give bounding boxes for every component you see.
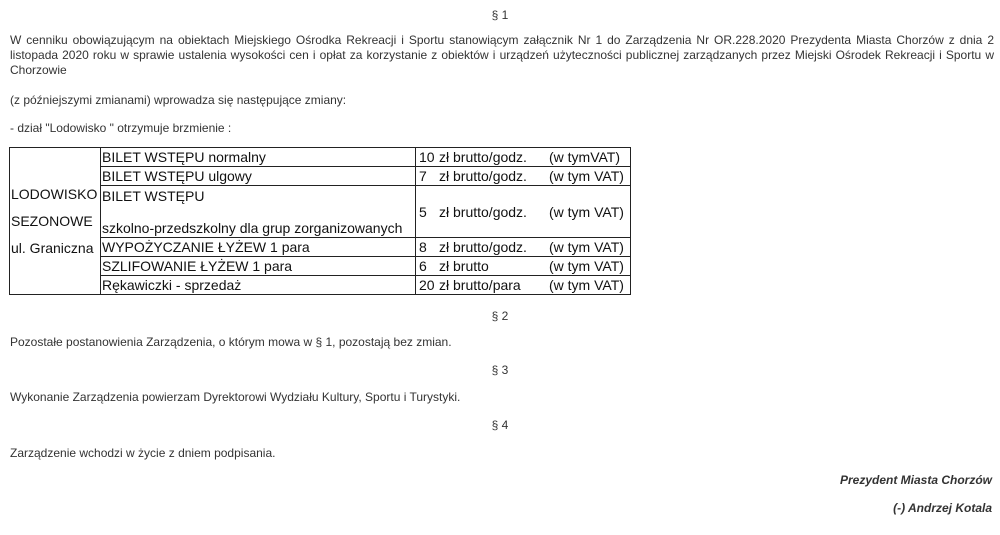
price-cell [416, 238, 631, 257]
price-cell [416, 186, 631, 238]
price-value: 5 [419, 203, 427, 220]
price-vat: (w tym VAT) [549, 258, 624, 274]
place-line-3: ul. Graniczna [11, 239, 94, 256]
item-cell: Rękawiczki - sprzedaż [101, 276, 416, 295]
item-cell: BILET WSTĘPU normalny [101, 148, 416, 167]
price-vat: (w tym VAT) [549, 168, 624, 184]
price-value: 6 [419, 258, 427, 274]
item-cell: SZLIFOWANIE ŁYŻEW 1 para [101, 257, 416, 276]
section-2-paragraph: Pozostałe postanowienia Zarządzenia, o którym mowa w § 1, pozostają bez zmian. [10, 335, 452, 349]
item-cell [101, 186, 416, 238]
price-value: 20 [419, 277, 435, 293]
price-unit: zł brutto [439, 258, 489, 274]
department-paragraph: - dział "Lodowisko " otrzymuje brzmienie : [10, 121, 232, 135]
price-unit: zł brutto/godz. [439, 149, 527, 165]
table-row [10, 257, 631, 276]
price-cell [416, 148, 631, 167]
price-vat: (w tym VAT) [549, 239, 624, 255]
price-unit: zł brutto/godz. [439, 168, 527, 184]
item-line-2: szkolno-przedszkolny dla grup zorganizowanych [102, 219, 403, 236]
item-cell: WYPOŻYCZANIE ŁYŻEW 1 para [101, 238, 416, 257]
signature-title: Prezydent Miasta Chorzów [839, 473, 992, 487]
price-vat: (w tymVAT) [549, 149, 621, 165]
price-vat: (w tym VAT) [549, 277, 624, 293]
section-1-heading: § 1 [491, 8, 509, 22]
price-unit: zł brutto/godz. [439, 239, 527, 255]
section-4-paragraph: Zarządzenie wchodzi w życie z dniem podpisania. [10, 446, 276, 460]
price-table [9, 147, 631, 295]
table-row [10, 276, 631, 295]
place-line-1: LODOWISKO [11, 185, 98, 202]
price-value: 10 [419, 149, 435, 165]
section-3-paragraph: Wykonanie Zarządzenia powierzam Dyrektorowi Wydziału Kultury, Sportu i Turystyki. [10, 390, 461, 404]
price-cell [416, 276, 631, 295]
price-value: 7 [419, 168, 427, 184]
changes-paragraph: (z późniejszymi zmianami) wprowadza się następujące zmiany: [10, 93, 347, 107]
place-line-2: SEZONOWE [11, 212, 93, 229]
item-cell: BILET WSTĘPU ulgowy [101, 167, 416, 186]
section-4-heading: § 4 [491, 418, 509, 432]
place-cell [10, 148, 101, 295]
price-value: 8 [419, 239, 427, 255]
intro-paragraph: W cenniku obowiązującym na obiektach Miejskiego Ośrodka Rekreacji i Sportu stanowiącym załącznik Nr 1 do Zarządzenia Nr OR.228.2020 Prezydenta Miasta Chorzów z dnia 2 listopada 2020 roku w sprawie ustalenia wysokości cen i opłat za korzystanie z obiektów i urządzeń użyteczności publicznej zarządzanych przez Miejski Ośrodek Rekreacji i Sportu w Chorzowie [10, 33, 994, 77]
price-unit: zł brutto/para [439, 277, 521, 293]
price-vat: (w tym VAT) [549, 203, 624, 220]
signature-name: (-) Andrzej Kotala [893, 501, 992, 515]
price-cell [416, 167, 631, 186]
price-unit: zł brutto/godz. [439, 203, 527, 220]
item-line-1: BILET WSTĘPU [102, 187, 205, 204]
price-cell [416, 257, 631, 276]
table-row [10, 238, 631, 257]
table-row [10, 167, 631, 186]
section-2-heading: § 2 [491, 309, 509, 323]
section-3-heading: § 3 [491, 363, 509, 377]
table-row [10, 148, 631, 167]
table-row [10, 186, 631, 238]
